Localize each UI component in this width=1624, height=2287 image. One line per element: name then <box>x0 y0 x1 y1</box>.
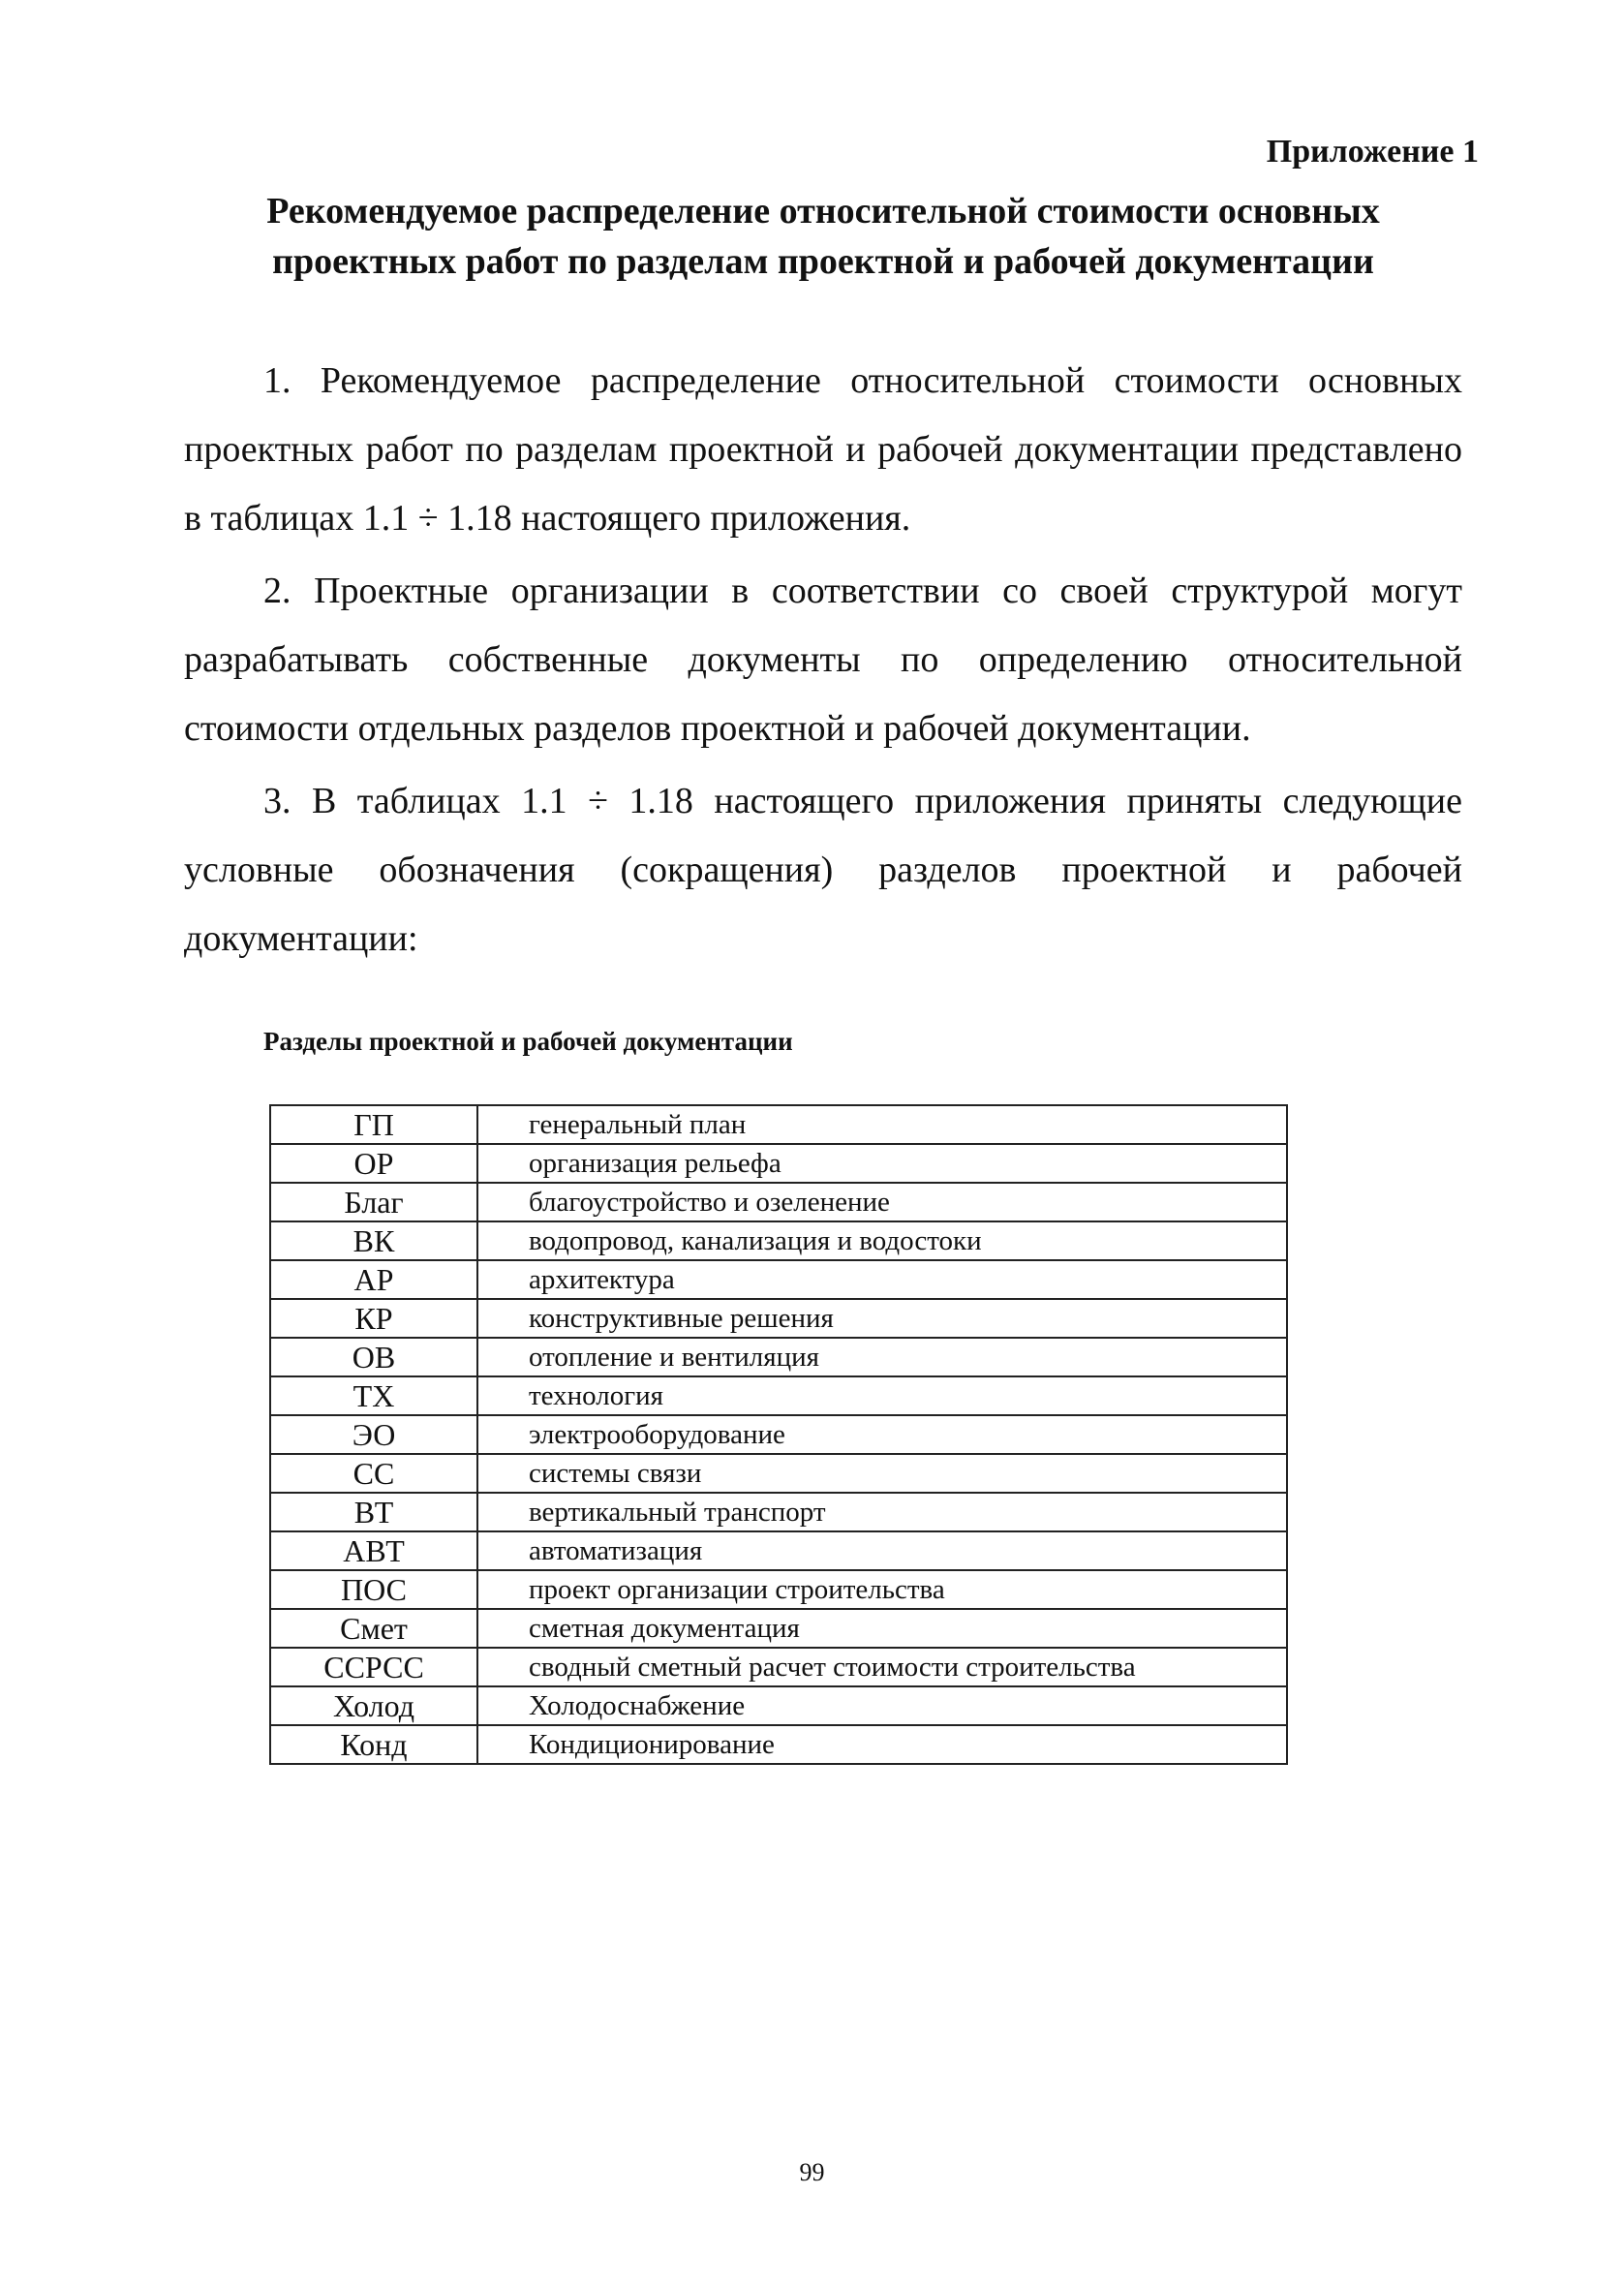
section-description: электрооборудование <box>477 1415 1287 1454</box>
sections-table <box>269 1104 1288 1765</box>
section-code: ВК <box>270 1221 477 1260</box>
page-title: Рекомендуемое распределение относительной стоимости основных проектных работ по разделам проектной и рабочей документации <box>266 191 1380 282</box>
section-code: ОР <box>270 1144 477 1183</box>
table-row <box>270 1454 1287 1493</box>
section-description: благоустройство и озеленение <box>477 1183 1287 1221</box>
table-row <box>270 1338 1287 1376</box>
section-code: Холод <box>270 1686 477 1725</box>
section-description: технология <box>477 1376 1287 1415</box>
section-code: Смет <box>270 1609 477 1648</box>
section-code: АВТ <box>270 1531 477 1570</box>
section-code: ГП <box>270 1105 477 1144</box>
table-row <box>270 1531 1287 1570</box>
section-description: генеральный план <box>477 1105 1287 1144</box>
section-code: СС <box>270 1454 477 1493</box>
section-code: ВТ <box>270 1493 477 1531</box>
table-row <box>270 1686 1287 1725</box>
section-description: проект организации строительства <box>477 1570 1287 1609</box>
section-code: ССРСС <box>270 1648 477 1686</box>
section-description: организация рельефа <box>477 1144 1287 1183</box>
appendix-label: Приложение 1 <box>1266 134 1479 170</box>
section-code: ОВ <box>270 1338 477 1376</box>
section-code: ТХ <box>270 1376 477 1415</box>
table-row <box>270 1221 1287 1260</box>
paragraph-3: 3. В таблицах 1.1 ÷ 1.18 настоящего приложения приняты следующие условные обозначения (сокращения) разделов проектной и рабочей документации: <box>184 781 1462 959</box>
paragraph-2: 2. Проектные организации в соответствии со своей структурой могут разрабатывать собственные документы по определению относительной стоимости отдельных разделов проектной и рабочей документации. <box>184 571 1462 749</box>
section-description: сметная документация <box>477 1609 1287 1648</box>
table-row <box>270 1648 1287 1686</box>
table-caption: Разделы проектной и рабочей документации <box>263 1027 793 1056</box>
section-description: вертикальный транспорт <box>477 1493 1287 1531</box>
table-row <box>270 1299 1287 1338</box>
section-code: ПОС <box>270 1570 477 1609</box>
paragraph-1: 1. Рекомендуемое распределение относительной стоимости основных проектных работ по разделам проектной и рабочей документации представлено в таблицах 1.1 ÷ 1.18 настоящего приложения. <box>184 360 1462 539</box>
body-text <box>184 347 1462 977</box>
section-code: Конд <box>270 1725 477 1764</box>
table-row <box>270 1609 1287 1648</box>
table-row <box>270 1415 1287 1454</box>
section-description: отопление и вентиляция <box>477 1338 1287 1376</box>
page-number: 99 <box>799 2158 825 2186</box>
section-description: водопровод, канализация и водостоки <box>477 1221 1287 1260</box>
section-description: системы связи <box>477 1454 1287 1493</box>
table-row <box>270 1725 1287 1764</box>
section-description: конструктивные решения <box>477 1299 1287 1338</box>
table-row <box>270 1183 1287 1221</box>
section-description: автоматизация <box>477 1531 1287 1570</box>
section-description: Кондиционирование <box>477 1725 1287 1764</box>
section-description: архитектура <box>477 1260 1287 1299</box>
section-code: Благ <box>270 1183 477 1221</box>
table-row <box>270 1376 1287 1415</box>
table-row <box>270 1570 1287 1609</box>
section-code: ЭО <box>270 1415 477 1454</box>
table-row <box>270 1260 1287 1299</box>
section-description: сводный сметный расчет стоимости строительства <box>477 1648 1287 1686</box>
section-description: Холодоснабжение <box>477 1686 1287 1725</box>
section-code: АР <box>270 1260 477 1299</box>
table-row <box>270 1105 1287 1144</box>
section-code: КР <box>270 1299 477 1338</box>
table-row <box>270 1493 1287 1531</box>
table-row <box>270 1144 1287 1183</box>
